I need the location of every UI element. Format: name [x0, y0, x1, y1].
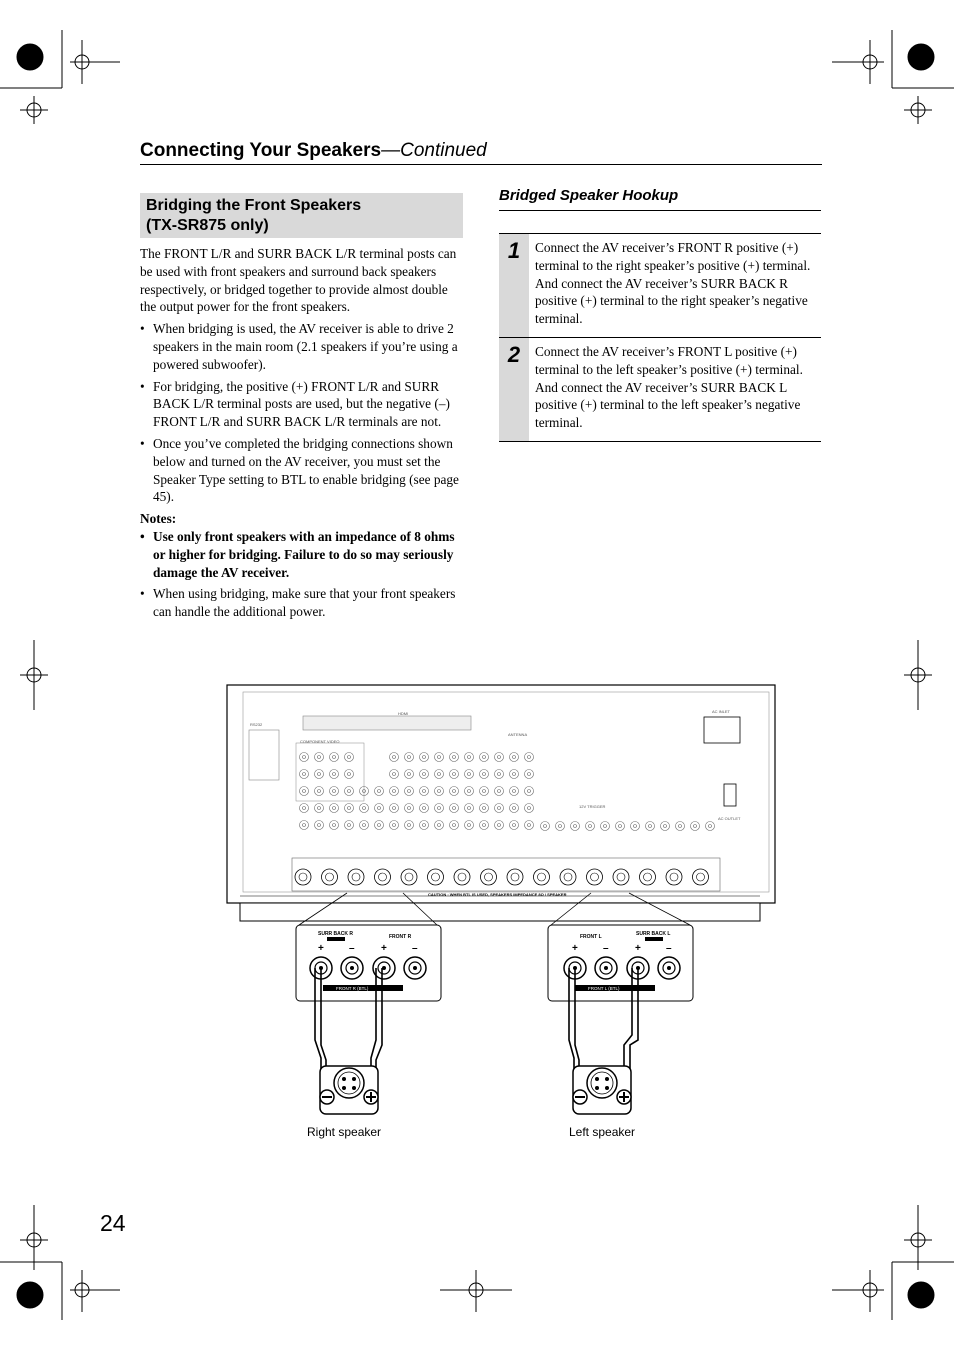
step-number: 2	[499, 338, 529, 441]
header-title: Connecting Your Speakers	[140, 140, 382, 161]
section-title-line2: (TX-SR875 only)	[146, 217, 269, 234]
zoom-front-l-label: FRONT L	[580, 934, 602, 940]
bullet-symbol: •	[140, 378, 145, 394]
header-continued: —Continued	[381, 140, 487, 161]
bullet-text: Once you’ve completed the bridging connections shown below and turned on the AV receiver, you must set the Speaker Type setting to BTL to enable bridging (see page 45).	[153, 435, 459, 505]
page-number: 24	[100, 1210, 126, 1236]
ac-outlet-label: AC OUTLET	[718, 816, 741, 821]
hookup-title: Bridged Speaker Hookup	[499, 187, 821, 211]
bullet-text: For bridging, the positive (+) FRONT L/R and SURR BACK L/R terminal posts are used, but the negative (–) FRONT L/R and SURR BACK L/R terminals are not.	[153, 378, 450, 430]
terminal-polarity: –	[603, 943, 609, 954]
bullet-symbol: •	[140, 321, 145, 337]
left-speaker-caption: Left speaker	[569, 1125, 636, 1139]
terminal-polarity: –	[666, 943, 672, 954]
right-speaker	[320, 1066, 378, 1114]
step-text: Connect the AV receiver’s FRONT R positive (+) terminal to the right speaker’s positive (+) terminal. And connect the AV receiver’s SURR BACK R positive (+) terminal to the right speaker’s negative terminal.	[535, 240, 811, 327]
receiver-rear-panel	[227, 685, 775, 921]
terminal-polarity: –	[412, 943, 418, 954]
antenna-label: ANTENNA	[508, 732, 528, 737]
terminal-polarity: –	[349, 943, 355, 954]
right-speaker-caption: Right speaker	[307, 1125, 382, 1139]
section-title-line1: Bridging the Front Speakers	[146, 197, 362, 214]
zoom-front-l-btl-label: FRONT L (BTL)	[588, 986, 620, 991]
zoom-box-right	[296, 925, 441, 1001]
caution-label: CAUTION : WHEN BTL IS USED, SPEAKERS IMPEDANCE 8Ω / SPEAKER	[428, 892, 567, 897]
bullet-symbol: •	[140, 528, 145, 544]
trigger-label: 12V TRIGGER	[579, 804, 606, 809]
zoom-surr-back-r-label: SURR BACK R	[318, 931, 353, 937]
ac-inlet-label: AC INLET	[712, 709, 731, 714]
zoom-surr-back-l-label: SURR BACK L	[636, 931, 671, 937]
terminal-polarity: +	[318, 943, 324, 954]
component-video-label: COMPONENT VIDEO	[300, 739, 340, 744]
step-number: 1	[499, 234, 529, 337]
terminal-polarity: +	[635, 943, 641, 954]
bullet-symbol: •	[140, 586, 145, 602]
intro-paragraph: The FRONT L/R and SURR BACK L/R terminal posts can be used with front speakers and surround back speakers respectively, or bridged together to provide almost double the output power for the front speakers.	[140, 246, 457, 315]
left-speaker	[573, 1066, 631, 1114]
terminal-polarity: +	[572, 943, 578, 954]
note-text: Use only front speakers with an impedance of 8 ohms or higher for bridging. Failure to do so may seriously damage the AV receiver.	[153, 528, 455, 580]
note-text: When using bridging, make sure that your front speakers can handle the additional power.	[153, 586, 456, 620]
hdmi-label: HDMI	[398, 711, 409, 716]
rs232-label: RS232	[250, 722, 263, 727]
notes-label: Notes:	[140, 511, 177, 527]
step-text: Connect the AV receiver’s FRONT L positive (+) terminal to the left speaker’s positive (+) terminal. And connect the AV receiver’s SURR BACK L positive (+) terminal to the left speaker’s negative terminal.	[535, 344, 803, 431]
zoom-front-r-btl-label: FRONT R (BTL)	[336, 986, 369, 991]
bullet-symbol: •	[140, 435, 145, 451]
terminal-polarity: +	[381, 943, 387, 954]
bullet-text: When bridging is used, the AV receiver is able to drive 2 speakers in the main room (2.1 speakers if you’re using a powered subwoofer).	[153, 321, 458, 372]
zoom-front-r-label: FRONT R	[389, 934, 412, 940]
